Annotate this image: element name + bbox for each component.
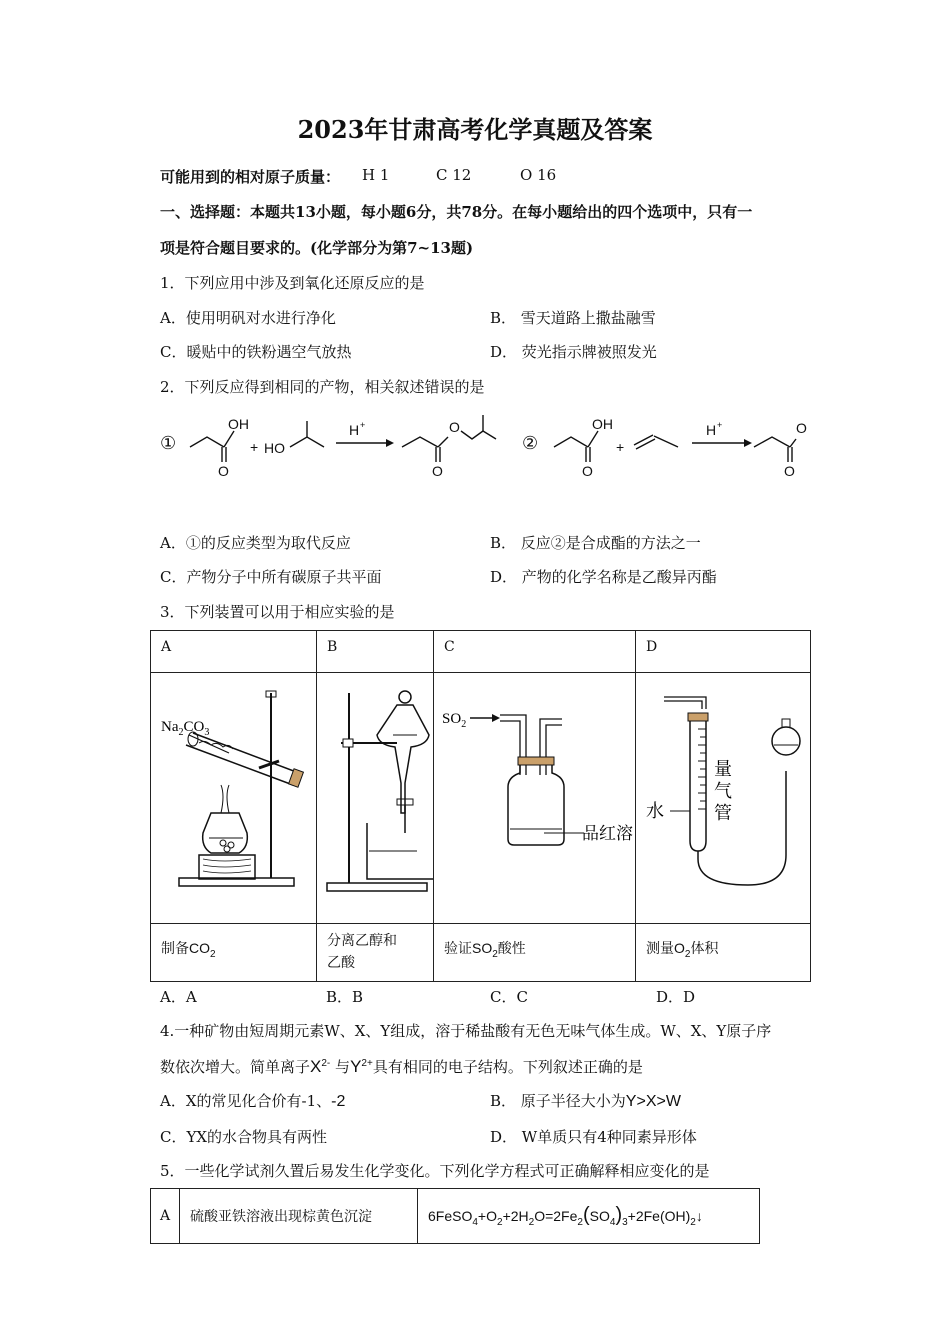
plus2: + [616, 439, 625, 455]
q2-stem: 2．下列反应得到相同的产物，相关叙述错误的是 [160, 378, 485, 396]
ester2-carbonyl-o: O [784, 463, 795, 479]
ester2-ether-o: O [796, 420, 807, 436]
q5-stem: 5．一些化学试剂久置后易发生化学变化。下列化学方程式可正确解释相应变化的是 [160, 1162, 710, 1180]
q1-stem: 1．下列应用中涉及到氧化还原反应的是 [160, 274, 425, 292]
alcohol-ho: HO [264, 440, 285, 456]
ester1-carbonyl-o: O [432, 463, 443, 479]
q1-option-c: C．暖贴中的铁粉遇空气放热 [160, 343, 352, 361]
q1-option-a: A．使用明矾对水进行净化 [160, 309, 336, 327]
apparatus-d-drawing [636, 673, 810, 919]
section-heading-line2: 项是符合题目要求的。(化学部分为第7~13题) [160, 239, 474, 257]
arrow2-catalyst: H [706, 422, 717, 438]
caption-a: 制备$CO_2$ [151, 924, 317, 982]
svg-text:+: + [360, 420, 366, 430]
q5-equation: $6FeSO_4+O_2+2H_2O=2Fe_2(SO_4)_3+2Fe(OH)_2↓$ [418, 1189, 760, 1244]
q2-reaction-scheme [150, 405, 810, 485]
caption-b: 分离乙醇和 乙酸 [317, 924, 434, 982]
q3-option-a: A．A [160, 988, 197, 1006]
apparatus-c-drawing [434, 673, 635, 919]
q3-stem: 3．下列装置可以用于相应实验的是 [160, 603, 395, 621]
q3-header-d: D [636, 631, 811, 673]
atomic-mass-c: C 12 [436, 166, 472, 184]
q3-apparatus-table [150, 630, 811, 982]
apparatus-b-drawing [317, 673, 433, 919]
q3-option-b: B．B [326, 988, 364, 1006]
q3-option-c: C．C [490, 988, 528, 1006]
q5-table [150, 1188, 760, 1244]
q2-option-d: D． 产物的化学名称是乙酸异丙酯 [490, 568, 717, 586]
reaction1-number: ① [160, 433, 177, 454]
ester1-ether-o: O [449, 419, 460, 435]
na2co3-label: $Na_2CO_3$ [161, 719, 210, 738]
caption-d: 测量$O_2$体积 [636, 924, 811, 982]
apparatus-a [151, 673, 317, 924]
atomic-mass-label: 可能用到的相对原子质量： [160, 168, 341, 186]
q4-option-d: D． W单质只有4种同素异形体 [490, 1128, 697, 1146]
apparatus-a-drawing [151, 673, 306, 919]
tube-label-liang: 量 [714, 759, 732, 780]
caption-c: 验证$SO_2$酸性 [434, 924, 636, 982]
pinhong-label: 品红溶 [582, 824, 633, 844]
q2-option-a: A．①的反应类型为取代反应 [160, 534, 351, 552]
q3-header-b: B [317, 631, 434, 673]
tube-label-guan: 管 [714, 803, 732, 824]
q2-option-b: B． 反应②是合成酯的方法之一 [490, 534, 701, 552]
q4-stem-line2: 数依次增大。简单离子$X^{2-}$ 与$Y^{2+}$具有相同的电子结构。下列叙述正确的是 [160, 1057, 643, 1076]
reaction2-number: ② [522, 433, 539, 454]
q4-option-c: C．YX的水合物具有两性 [160, 1128, 328, 1146]
atomic-mass-h: H 1 [362, 166, 390, 184]
plus1: + [250, 439, 259, 455]
q3-option-d: D．D [656, 988, 696, 1006]
q3-header-c: C [434, 631, 636, 673]
svg-text:+: + [717, 420, 723, 430]
acid1-o: O [218, 463, 229, 479]
apparatus-b [317, 673, 434, 924]
q5-row-text: 硫酸亚铁溶液出现棕黄色沉淀 [180, 1189, 418, 1244]
q4-option-a: A．X的常见化合价有-1、-2 [160, 1092, 346, 1110]
section-heading-line1: 一、选择题：本题共13小题，每小题6分，共78分。在每小题给出的四个选项中，只有一 [160, 203, 753, 221]
tube-label-qi: 气 [714, 781, 732, 802]
q3-header-a: A [151, 631, 317, 673]
so2-label: $SO_2$ [442, 711, 467, 730]
atomic-mass-o: O 16 [520, 166, 557, 184]
page-title: 2023年甘肃高考化学真题及答案 [297, 115, 653, 144]
q5-row-label: A [151, 1189, 180, 1244]
acid1-oh: OH [228, 416, 249, 432]
q4-stem-line1: 4.一种矿物由短周期元素W、X、Y组成，溶于稀盐酸有无色无味气体生成。W、X、Y原子序 [160, 1022, 772, 1040]
q2-option-c: C．产物分子中所有碳原子共平面 [160, 568, 382, 586]
apparatus-c [434, 673, 636, 924]
arrow1-catalyst: H [349, 422, 360, 438]
water-label: 水 [646, 801, 664, 822]
q1-option-b: B． 雪天道路上撒盐融雪 [490, 309, 656, 327]
acid2-oh: OH [592, 416, 613, 432]
acid2-o: O [582, 463, 593, 479]
q4-option-b: B． 原子半径大小为Y>X>W [490, 1092, 681, 1110]
apparatus-d [636, 673, 811, 924]
q1-option-d: D． 荧光指示牌被照发光 [490, 343, 657, 361]
